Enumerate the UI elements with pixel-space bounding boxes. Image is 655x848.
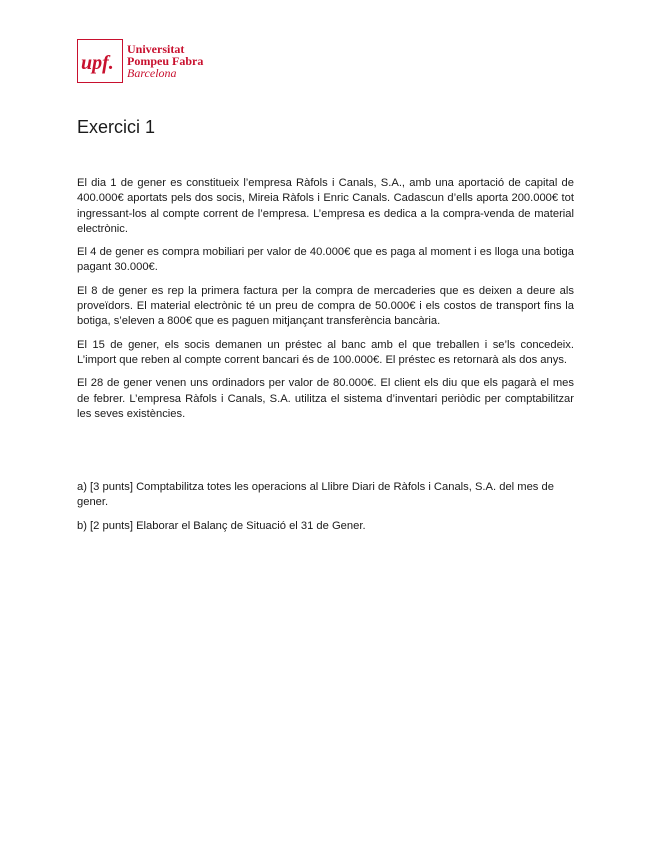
question-a: a) [3 punts] Comptabilitza totes les operacions al Llibre Diari de Ràfols i Canals, S.A. del mes de gener. [77,481,554,509]
upf-logo-mark [77,39,123,83]
logo-wordmark [127,43,203,79]
logo-mark-text: upf. [81,52,114,74]
question-b: b) [2 punts] Elaborar el Balanç de Situació el 31 de Gener. [77,519,366,532]
statement-paragraph: El 4 de gener es compra mobiliari per valor de 40.000€ que es paga al moment i es lloga una botiga pagant 30.000€. [77,246,574,274]
upf-logo-icon [77,39,123,83]
logo-line-1: Universitat [127,42,185,56]
university-logo [77,38,203,84]
exercise-questions [77,480,567,542]
logo-line-2: Pompeu Fabra [127,54,204,68]
statement-paragraph: El dia 1 de gener es constitueix l’empresa Ràfols i Canals, S.A., amb una aportació de capital de 400.000€ aportats pels dos socis, Mireia Ràfols i Enric Canals. Cadascun d’ells aporta 200.000€ tot ingressant-los al compte corrent de l’empresa. L’empresa es dedica a la compra-venda de material electrònic. [77,177,574,235]
exercise-title: Exercici 1 [77,117,156,137]
statement-paragraph: El 15 de gener, els socis demanen un préstec al banc amb el que treballen i se’ls concedeix. L’import que reben al compte corrent bancari és de 100.000€. El préstec es retornarà als dos anys. [77,338,574,366]
logo-line-3: Barcelona [127,66,177,80]
statement-paragraph: El 28 de gener venen uns ordinadors per valor de 80.000€. El client els diu que els pagarà el mes de febrer. L’empresa Ràfols i Canals, S.A. utilitza el sistema d’inventari periòdic per comptabilitzar les seves existències. [77,377,574,420]
exercise-statement [77,176,574,430]
statement-paragraph: El 8 de gener es rep la primera factura per la compra de mercaderies que es deixen a deure als proveïdors. El material electrònic té un preu de compra de 50.000€ i els costos de transport fins la botiga, s’eleven a 800€ que es paguen mitjançant transferència bancària. [77,284,574,328]
